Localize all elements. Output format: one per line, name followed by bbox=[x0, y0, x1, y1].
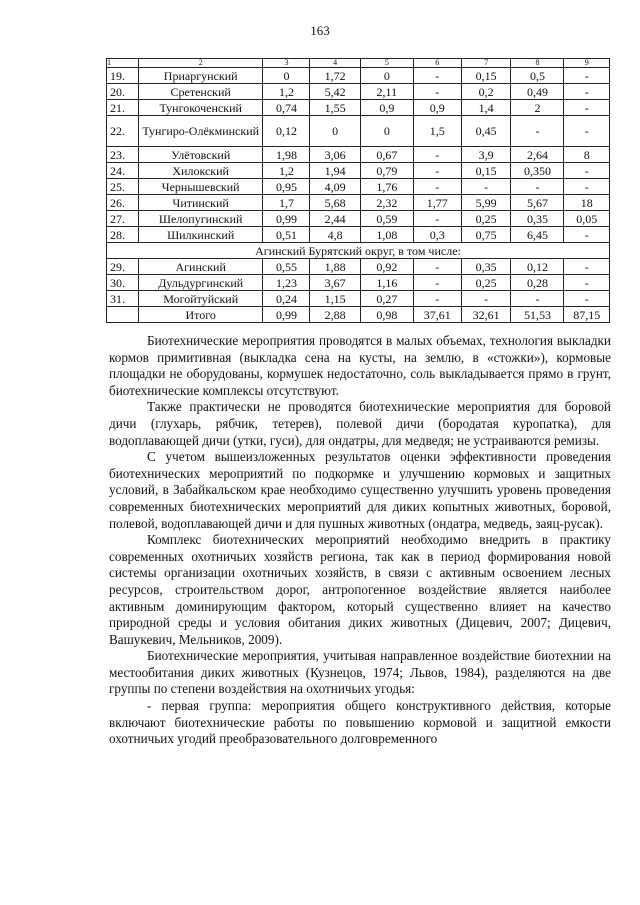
table-cell: - bbox=[461, 179, 511, 195]
table-cell: - bbox=[413, 147, 461, 163]
table-cell: 1,72 bbox=[310, 68, 360, 84]
table-cell: Итого bbox=[138, 307, 263, 323]
table-cell: 9 bbox=[564, 59, 610, 68]
table-cell: 0,24 bbox=[263, 291, 310, 307]
table-cell: 0,05 bbox=[564, 211, 610, 227]
table-cell: 3,9 bbox=[461, 147, 511, 163]
table-cell: 4,09 bbox=[310, 179, 360, 195]
page-number: 163 bbox=[310, 23, 330, 38]
body-text bbox=[109, 333, 611, 748]
table-cell: 4 bbox=[310, 59, 360, 68]
table-cell: 5,99 bbox=[461, 195, 511, 211]
table-cell: 1,15 bbox=[310, 291, 360, 307]
table-cell: 0 bbox=[360, 116, 413, 147]
table-cell: 24. bbox=[107, 163, 139, 179]
table-cell: 0,350 bbox=[511, 163, 564, 179]
table-cell: 5 bbox=[360, 59, 413, 68]
table-cell: 0,51 bbox=[263, 227, 310, 243]
table-cell: Тунгокоченский bbox=[138, 100, 263, 116]
table-cell: 1,2 bbox=[263, 84, 310, 100]
table-row bbox=[107, 68, 610, 84]
table-cell: 0,98 bbox=[360, 307, 413, 323]
table-cell: 1,77 bbox=[413, 195, 461, 211]
table-cell: Дульдургинский bbox=[138, 275, 263, 291]
table-cell: - bbox=[413, 84, 461, 100]
table-cell: 5,67 bbox=[511, 195, 564, 211]
table-cell: 1,08 bbox=[360, 227, 413, 243]
table-cell: - bbox=[413, 291, 461, 307]
table-cell: - bbox=[511, 179, 564, 195]
table-row bbox=[107, 211, 610, 227]
table-cell: 0,9 bbox=[360, 100, 413, 116]
table-cell: 31. bbox=[107, 291, 139, 307]
table-cell: 37,61 bbox=[413, 307, 461, 323]
data-table bbox=[106, 58, 610, 323]
table-cell: 0,35 bbox=[461, 259, 511, 275]
table-cell: 1,55 bbox=[310, 100, 360, 116]
table-cell: 51,53 bbox=[511, 307, 564, 323]
table-header-row bbox=[107, 59, 610, 68]
table-row bbox=[107, 275, 610, 291]
table-cell: 0,9 bbox=[413, 100, 461, 116]
table-cell: 6 bbox=[413, 59, 461, 68]
table-cell: 0,95 bbox=[263, 179, 310, 195]
table-cell: 1,7 bbox=[263, 195, 310, 211]
table-cell: 87,15 bbox=[564, 307, 610, 323]
table-cell: - bbox=[564, 291, 610, 307]
table-section-title: Агинский Бурятский округ, в том числе: bbox=[107, 243, 610, 259]
table-row bbox=[107, 195, 610, 211]
table-cell: 0,79 bbox=[360, 163, 413, 179]
table-cell: Хилокский bbox=[138, 163, 263, 179]
table-cell: 0,74 bbox=[263, 100, 310, 116]
table-cell: Агинский bbox=[138, 259, 263, 275]
table-cell: Шилкинский bbox=[138, 227, 263, 243]
table-cell: - bbox=[413, 211, 461, 227]
table-cell: 1,4 bbox=[461, 100, 511, 116]
table-cell: 29. bbox=[107, 259, 139, 275]
table-cell: 1 bbox=[107, 59, 139, 68]
table-cell: - bbox=[564, 163, 610, 179]
table-cell: - bbox=[564, 259, 610, 275]
paragraph: - первая группа: мероприятия общего конструктивного действия, которые включают биотехнические работы по повышению кормовой и защитной емкости охотничьих угодий преобразовательного долговременного bbox=[109, 698, 611, 747]
table-cell: 0,45 bbox=[461, 116, 511, 147]
table-cell: 0,3 bbox=[413, 227, 461, 243]
table-row bbox=[107, 227, 610, 243]
table-cell: Приаргунский bbox=[138, 68, 263, 84]
table-row bbox=[107, 84, 610, 100]
paragraph: Также практически не проводятся биотехнические мероприятия для боровой дичи (глухарь, рябчик, тетерев), полевой дичи (бородатая куропатка), для водоплавающей дичи (утки, гуси), для ондатры, для медведя; не устраиваются ремизы. bbox=[109, 399, 611, 448]
table-cell: 2,64 bbox=[511, 147, 564, 163]
paragraph: Биотехнические мероприятия, учитывая направленное воздействие биотехнии на местообитания диких животных (Кузнецов, 1974; Львов, 1984), разделяются на две группы по степени воздействия на охотничьих угодья: bbox=[109, 648, 611, 697]
table-cell: 6,45 bbox=[511, 227, 564, 243]
table-row bbox=[107, 163, 610, 179]
table-cell: - bbox=[413, 68, 461, 84]
table-cell: 0,25 bbox=[461, 275, 511, 291]
table-cell: 0,12 bbox=[511, 259, 564, 275]
paragraph: Биотехнические мероприятия проводятся в малых объемах, технология выкладки кормов примитивная (выкладка сена на кусты, на землю, в «стожки»), кормовые площадки не оборудованы, кормушек недостаточно, соль выкладывается прямо в грунт, биотехнические комплексы отсутствуют. bbox=[109, 333, 611, 398]
table-cell: 26. bbox=[107, 195, 139, 211]
table-cell: 0 bbox=[310, 116, 360, 147]
table-cell: 2,88 bbox=[310, 307, 360, 323]
table-cell: 1,98 bbox=[263, 147, 310, 163]
table-cell: - bbox=[511, 116, 564, 147]
table-cell: Шелопугинский bbox=[138, 211, 263, 227]
table-cell: 0,99 bbox=[263, 307, 310, 323]
table-cell: 0 bbox=[263, 68, 310, 84]
table-cell: - bbox=[413, 259, 461, 275]
table-cell: Могойтуйский bbox=[138, 291, 263, 307]
table-cell: 2,32 bbox=[360, 195, 413, 211]
table-cell: 2 bbox=[511, 100, 564, 116]
table-cell: Читинский bbox=[138, 195, 263, 211]
table-cell: 0,5 bbox=[511, 68, 564, 84]
table-cell: 1,94 bbox=[310, 163, 360, 179]
table-cell: 25. bbox=[107, 179, 139, 195]
table-cell: 0,99 bbox=[263, 211, 310, 227]
table-row bbox=[107, 259, 610, 275]
table-cell: 7 bbox=[461, 59, 511, 68]
table-cell: - bbox=[461, 291, 511, 307]
table-cell: 3 bbox=[263, 59, 310, 68]
table-cell: 3,06 bbox=[310, 147, 360, 163]
table-cell: 1,23 bbox=[263, 275, 310, 291]
table-cell: 0,67 bbox=[360, 147, 413, 163]
table-cell: 0,35 bbox=[511, 211, 564, 227]
table-cell: 18 bbox=[564, 195, 610, 211]
table-cell: - bbox=[564, 227, 610, 243]
table-cell: 0,12 bbox=[263, 116, 310, 147]
table-cell: 21. bbox=[107, 100, 139, 116]
table-cell: 0,2 bbox=[461, 84, 511, 100]
table-cell: Тунгиро-Олёкминский bbox=[138, 116, 263, 147]
table-cell: 1,88 bbox=[310, 259, 360, 275]
table-cell: 0,27 bbox=[360, 291, 413, 307]
table-cell: 2,11 bbox=[360, 84, 413, 100]
table-section-row bbox=[107, 243, 610, 259]
table-cell: 5,68 bbox=[310, 195, 360, 211]
table-cell: - bbox=[564, 68, 610, 84]
table-cell: 0,15 bbox=[461, 163, 511, 179]
table-cell: 4,8 bbox=[310, 227, 360, 243]
table-cell: 0,28 bbox=[511, 275, 564, 291]
table-cell: 0,92 bbox=[360, 259, 413, 275]
table-cell: 32,61 bbox=[461, 307, 511, 323]
table-cell: 1,5 bbox=[413, 116, 461, 147]
table-total-row bbox=[107, 307, 610, 323]
table-cell: 1,16 bbox=[360, 275, 413, 291]
table-cell: - bbox=[564, 275, 610, 291]
table-row bbox=[107, 179, 610, 195]
table-cell: - bbox=[564, 100, 610, 116]
table-cell: 0,49 bbox=[511, 84, 564, 100]
table-cell: 27. bbox=[107, 211, 139, 227]
table-cell: - bbox=[511, 291, 564, 307]
table-cell: 8 bbox=[564, 147, 610, 163]
table-cell: 3,67 bbox=[310, 275, 360, 291]
table-cell: 30. bbox=[107, 275, 139, 291]
table-cell: 0,15 bbox=[461, 68, 511, 84]
table-cell: 20. bbox=[107, 84, 139, 100]
table-cell bbox=[107, 307, 139, 323]
paragraph: Комплекс биотехнических мероприятий необходимо внедрить в практику современных охотничьих хозяйств региона, так как в период формирования новой системы организации охотничьих хозяйств, в связи с активным освоением лесных ресурсов, строительством дорог, антропогенное воздействие является наиболее активным доминирующим фактором, который существенно влияет на качество природной среды и условия обитания диких животных (Дицевич, 2007; Дицевич, Вашукевич, Мельников, 2009). bbox=[109, 532, 611, 647]
table-row bbox=[107, 291, 610, 307]
table-cell: 1,2 bbox=[263, 163, 310, 179]
table-cell: 19. bbox=[107, 68, 139, 84]
table-row bbox=[107, 147, 610, 163]
table-cell: - bbox=[413, 163, 461, 179]
table-cell: 2,44 bbox=[310, 211, 360, 227]
table-cell: - bbox=[564, 84, 610, 100]
table-cell: - bbox=[413, 179, 461, 195]
table-cell: Улётовский bbox=[138, 147, 263, 163]
table-cell: 0 bbox=[360, 68, 413, 84]
table-cell: 0,55 bbox=[263, 259, 310, 275]
table-cell: 5,42 bbox=[310, 84, 360, 100]
table-cell: 8 bbox=[511, 59, 564, 68]
table-cell: - bbox=[564, 116, 610, 147]
table-cell: - bbox=[413, 275, 461, 291]
table-row bbox=[107, 100, 610, 116]
table-cell: Сретенский bbox=[138, 84, 263, 100]
table-cell: 0,75 bbox=[461, 227, 511, 243]
table-cell: Чернышевский bbox=[138, 179, 263, 195]
paragraph: С учетом вышеизложенных результатов оценки эффективности проведения биотехнических мероприятий по подкормке и улучшению кормовых и защитных условий, в Забайкальском крае необходимо существенно улучшить уровень проведения современных биотехнических мероприятий для диких копытных животных, боровой, полевой, водоплавающей дичи и для пушных животных (ондатра, медведь, заяц-русак). bbox=[109, 449, 611, 531]
table-cell: 0,25 bbox=[461, 211, 511, 227]
table-cell: 28. bbox=[107, 227, 139, 243]
table-row bbox=[107, 116, 610, 147]
table-cell: 2 bbox=[138, 59, 263, 68]
table-cell: 0,59 bbox=[360, 211, 413, 227]
table-cell: 23. bbox=[107, 147, 139, 163]
table-cell: 22. bbox=[107, 116, 139, 147]
table-cell: 1,76 bbox=[360, 179, 413, 195]
table-cell: - bbox=[564, 179, 610, 195]
